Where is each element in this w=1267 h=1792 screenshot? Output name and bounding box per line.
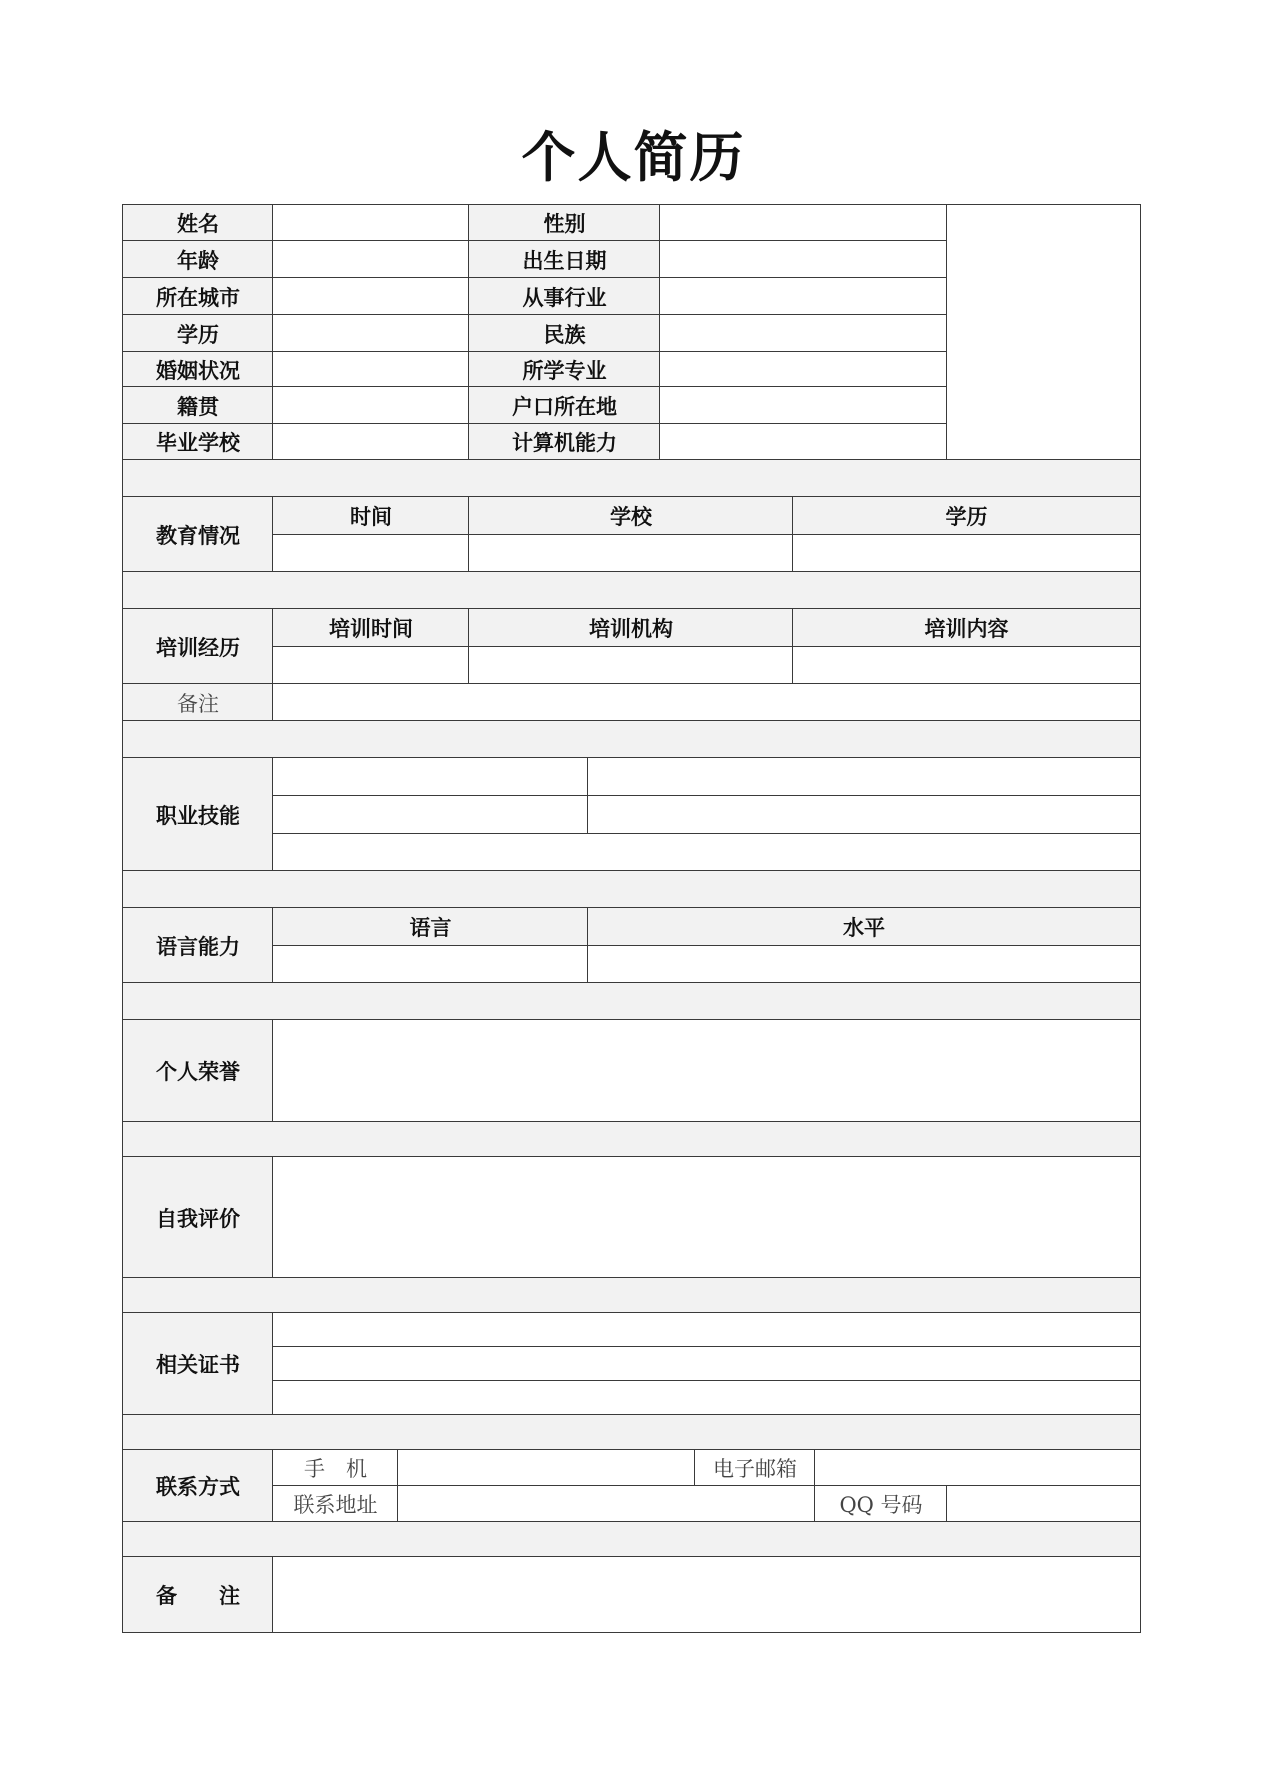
qq-label — [814, 1485, 948, 1523]
training-cell[interactable] — [792, 646, 1141, 685]
basic-label-left — [122, 314, 274, 353]
basic-value-right[interactable] — [659, 423, 948, 461]
basic-label-left — [122, 423, 274, 461]
address-label — [272, 1485, 399, 1523]
basic-label-left — [122, 351, 274, 388]
photo-box[interactable] — [946, 204, 1141, 461]
training-header-text: 培训内容 — [924, 617, 1009, 642]
section-spacer — [122, 571, 1141, 610]
education-header-text: 时间 — [350, 505, 392, 530]
basic-label-left-text: 年龄 — [177, 248, 219, 273]
section-spacer — [122, 1121, 1141, 1158]
basic-value-right[interactable] — [659, 204, 948, 242]
training-note-label — [122, 683, 274, 722]
self-eval-label-text: 自我评价 — [156, 1206, 240, 1231]
basic-value-left[interactable] — [272, 240, 470, 279]
phone-label — [272, 1449, 399, 1487]
self-eval-field[interactable] — [272, 1156, 1141, 1279]
training-header-text: 培训机构 — [589, 617, 673, 642]
basic-value-right[interactable] — [659, 351, 948, 388]
skills-cell[interactable] — [272, 833, 1141, 872]
honors-label-text: 个人荣誉 — [156, 1060, 240, 1084]
education-cell[interactable] — [468, 534, 794, 573]
basic-label-left — [122, 277, 274, 316]
training-header — [272, 608, 470, 648]
basic-value-right[interactable] — [659, 386, 948, 425]
remarks-label — [122, 1556, 274, 1633]
address-label-text: 联系地址 — [293, 1493, 378, 1517]
contact-label-text: 联系方式 — [156, 1475, 240, 1499]
certificates-label-text: 相关证书 — [156, 1353, 240, 1377]
language-header-text: 水平 — [843, 916, 885, 941]
basic-label-right-text: 户口所在地 — [512, 394, 617, 419]
honors-label — [122, 1019, 274, 1123]
basic-value-left[interactable] — [272, 204, 470, 242]
basic-value-left[interactable] — [272, 423, 470, 461]
email-label-text: 电子邮箱 — [713, 1457, 797, 1481]
training-header-text: 培训时间 — [329, 617, 413, 642]
honors-field[interactable] — [272, 1019, 1141, 1123]
section-spacer — [122, 720, 1141, 759]
basic-label-right — [468, 386, 661, 425]
education-header-text: 学校 — [610, 505, 652, 530]
basic-value-right[interactable] — [659, 240, 948, 279]
training-label — [122, 608, 274, 685]
basic-value-right[interactable] — [659, 314, 948, 353]
section-spacer — [122, 1414, 1141, 1451]
language-header — [272, 907, 589, 947]
basic-label-right-text: 性别 — [543, 212, 586, 236]
education-header — [468, 496, 794, 536]
basic-label-right-text: 从事行业 — [522, 285, 607, 310]
certificates-label — [122, 1312, 274, 1416]
basic-label-right — [468, 423, 661, 461]
certificate-row[interactable] — [272, 1346, 1141, 1382]
contact-label — [122, 1449, 274, 1523]
certificate-row[interactable] — [272, 1312, 1141, 1348]
skills-cell[interactable] — [272, 795, 589, 835]
email-field[interactable] — [814, 1449, 1141, 1487]
page-title: 个人简历 — [521, 126, 746, 189]
skills-cell[interactable] — [587, 795, 1141, 835]
basic-label-left — [122, 204, 274, 242]
education-header-text: 学历 — [945, 505, 988, 530]
education-header — [272, 496, 470, 536]
training-note-label-text: 备注 — [177, 691, 219, 716]
basic-label-left-text: 毕业学校 — [156, 431, 240, 455]
basic-label-right-text: 计算机能力 — [512, 431, 617, 455]
language-label-text: 语言能力 — [156, 934, 240, 959]
email-label — [694, 1449, 816, 1487]
address-field[interactable] — [397, 1485, 816, 1523]
basic-label-left-text: 姓名 — [177, 212, 219, 236]
self-eval-label — [122, 1156, 274, 1279]
education-label — [122, 496, 274, 573]
basic-label-right — [468, 204, 661, 242]
section-spacer — [122, 982, 1141, 1021]
phone-field[interactable] — [397, 1449, 696, 1487]
qq-field[interactable] — [946, 1485, 1141, 1523]
language-label — [122, 907, 274, 984]
basic-value-right[interactable] — [659, 277, 948, 316]
basic-label-left-text: 籍贯 — [177, 394, 219, 419]
qq-label-text: QQ 号码 — [839, 1493, 923, 1517]
training-header — [468, 608, 794, 648]
language-cell[interactable] — [272, 945, 589, 984]
basic-label-right-text: 民族 — [543, 322, 586, 347]
training-label-text: 培训经历 — [156, 635, 240, 660]
language-header-text: 语言 — [409, 916, 452, 941]
section-spacer — [122, 1521, 1141, 1558]
certificate-row[interactable] — [272, 1380, 1141, 1416]
basic-label-left-text: 所在城市 — [156, 285, 240, 310]
basic-value-left[interactable] — [272, 386, 470, 425]
skills-cell[interactable] — [587, 757, 1141, 797]
basic-label-right-text: 出生日期 — [522, 248, 607, 273]
skills-label — [122, 757, 274, 872]
basic-label-left-text: 学历 — [177, 322, 219, 347]
basic-label-right-text: 所学专业 — [522, 358, 607, 383]
basic-label-left — [122, 386, 274, 425]
skills-cell[interactable] — [272, 757, 589, 797]
training-header — [792, 608, 1141, 648]
basic-label-left-text: 婚姻状况 — [156, 358, 240, 383]
basic-value-left[interactable] — [272, 277, 470, 316]
basic-value-left[interactable] — [272, 351, 470, 388]
section-spacer — [122, 870, 1141, 909]
language-header — [587, 907, 1141, 947]
education-cell[interactable] — [792, 534, 1141, 573]
training-note-field[interactable] — [272, 683, 1141, 722]
basic-label-right — [468, 277, 661, 316]
basic-label-right — [468, 351, 661, 388]
education-header — [792, 496, 1141, 536]
training-cell[interactable] — [468, 646, 794, 685]
training-cell[interactable] — [272, 646, 470, 685]
phone-label-text: 手 机 — [304, 1457, 367, 1481]
language-cell[interactable] — [587, 945, 1141, 984]
section-spacer — [122, 1277, 1141, 1314]
basic-label-left — [122, 240, 274, 279]
education-label-text: 教育情况 — [156, 523, 240, 548]
education-cell[interactable] — [272, 534, 470, 573]
remarks-label-text: 备 注 — [156, 1583, 240, 1608]
basic-value-left[interactable] — [272, 314, 470, 353]
remarks-field[interactable] — [272, 1556, 1141, 1633]
basic-label-right — [468, 314, 661, 353]
section-spacer — [122, 459, 1141, 498]
basic-label-right — [468, 240, 661, 279]
skills-label-text: 职业技能 — [156, 803, 240, 828]
